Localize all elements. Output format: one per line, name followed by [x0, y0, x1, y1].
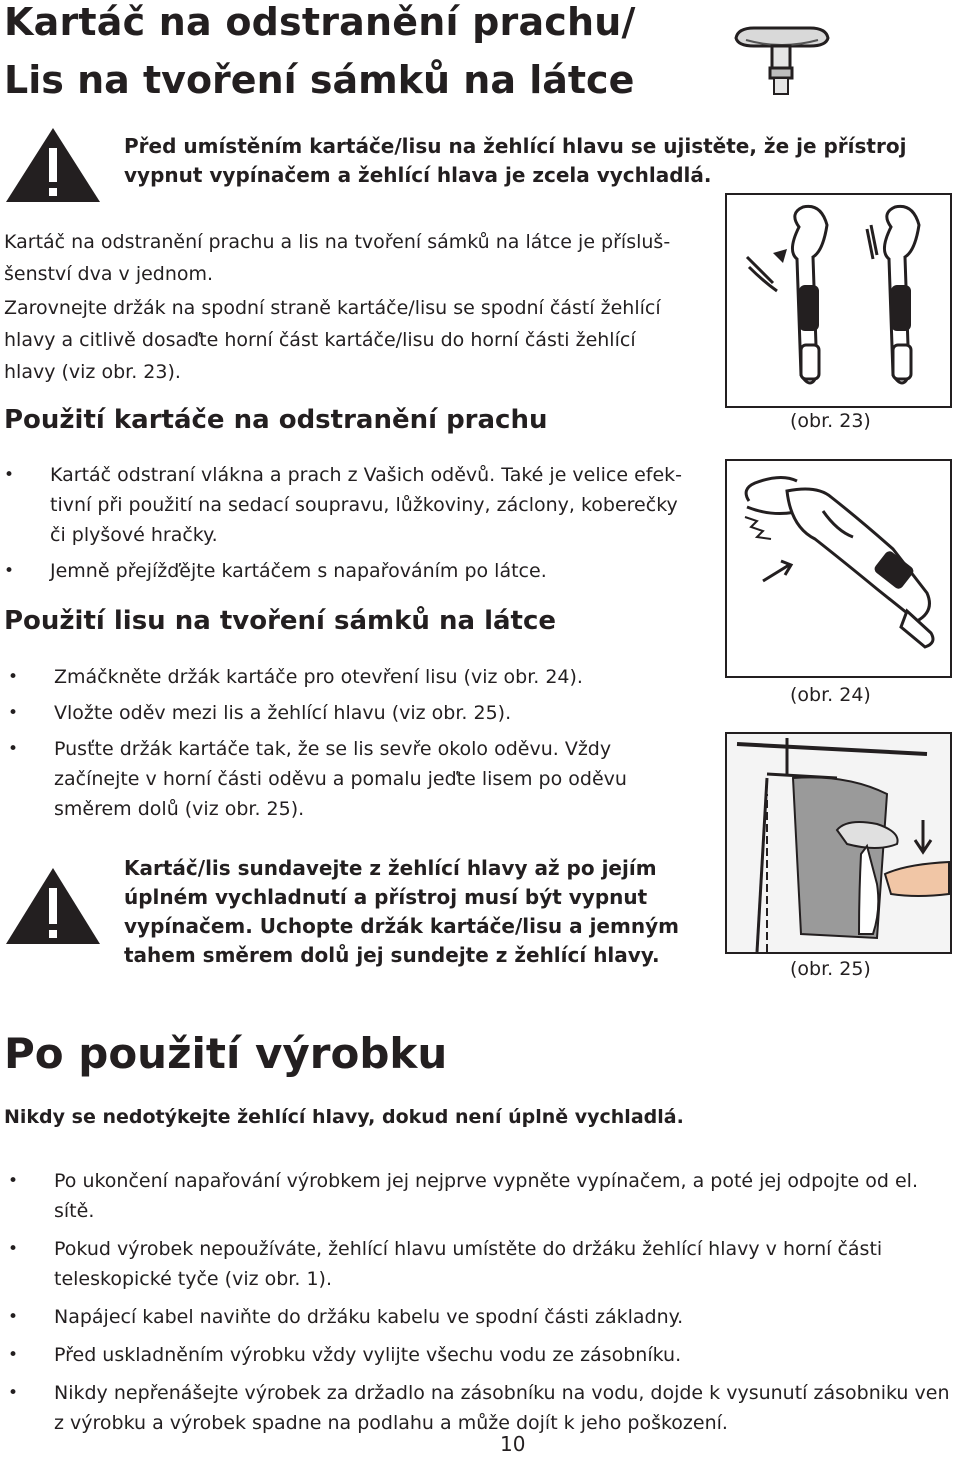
- press-usage-list: [54, 662, 627, 824]
- list-item: • Zmáčkněte držák kartáče pro otevření lisu (viz obr. 24).: [54, 662, 627, 692]
- list-item: • Před uskladněním výrobku vždy vylijte všechu vodu ze zásobníku.: [54, 1340, 954, 1370]
- warning-icon: [4, 126, 102, 204]
- intro-paragraph-1: Kartáč na odstranění prachu a lis na tvoření sámků na látce je přísluš- šenství dva v jednom.: [4, 231, 671, 285]
- steamer-head-illustration: [727, 195, 950, 406]
- after-use-warning: Nikdy se nedotýkejte žehlící hlavy, dokud není úplně vychladlá.: [4, 1106, 684, 1128]
- intro-paragraph-2: Zarovnejte držák na spodní straně kartáče/lisu se spodní částí žehlící hlavy a citlivě dosaďte horní část kartáče/lisu do horní části žehlící hlavy (viz obr. 23).: [4, 297, 661, 383]
- section-heading-after-use: Po použití výrobku: [4, 1029, 448, 1078]
- figure-24-caption: (obr. 24): [790, 684, 871, 706]
- figure-23-caption: (obr. 23): [790, 410, 871, 432]
- list-item: • Po ukončení napařování výrobkem jej nejprve vypněte vypínačem, a poté jej odpojte od el. sítě.: [54, 1166, 954, 1226]
- list-item: • Napájecí kabel naviňte do držáku kabelu ve spodní části základny.: [54, 1302, 954, 1332]
- brush-usage-list: [50, 460, 682, 586]
- list-item: • Jemně přejížďějte kartáčem s napařováním po látce.: [50, 556, 682, 586]
- page-title-line1: Kartáč na odstranění prachu/: [4, 0, 636, 44]
- page-title-line2: Lis na tvoření sámků na látce: [4, 58, 635, 102]
- warning-text-2: Kartáč/lis sundavejte z žehlící hlavy až po jejím úplném vychladnutí a přístroj musí být vypnut vypínačem. Uchopte držák kartáče/lisu a jemným tahem směrem dolů jej sundejte z žehlící hlavy.: [124, 856, 679, 967]
- list-item: • Nikdy nepřenášejte výrobek za držadlo na zásobníku na vodu, dojde k vysunutí zásobniku ven z výrobku a výrobek spadne na podlahu a může dojít k jeho poškození.: [54, 1378, 954, 1438]
- garment-press-illustration: [727, 734, 950, 952]
- list-item: • Vložte oděv mezi lis a žehlící hlavu (viz obr. 25).: [54, 698, 627, 728]
- warning-text-1: Před umístěním kartáče/lisu na žehlící hlavu se ujistěte, že je přístroj vypnut vypínačem a žehlící hlava je zcela vychladlá.: [124, 134, 907, 187]
- press-opening-illustration: [727, 461, 950, 676]
- section-heading-press: Použití lisu na tvoření sámků na látce: [4, 606, 557, 636]
- figure-24: [725, 459, 952, 678]
- after-use-list: [54, 1166, 954, 1438]
- warning-icon: [4, 866, 102, 946]
- list-item: • Kartáč odstraní vlákna a prach z Vašich oděvů. Také je velice efek- tivní při použití na sedací soupravu, lůžkoviny, záclony, koberečky či plyšové hračky.: [50, 460, 682, 550]
- brush-accessory-illustration: [726, 20, 838, 100]
- list-item: • Pokud výrobek nepoužíváte, žehlící hlavu umístěte do držáku žehlící hlavy v horní části teleskopické tyče (viz obr. 1).: [54, 1234, 954, 1294]
- figure-25: [725, 732, 952, 954]
- figure-25-caption: (obr. 25): [790, 958, 871, 980]
- figure-23: [725, 193, 952, 408]
- list-item: • Pusťte držák kartáče tak, že se lis sevře okolo oděvu. Vždy začínejte v horní části oděvu a pomalu jeďte lisem po oděvu směrem dolů (viz obr. 25).: [54, 734, 627, 824]
- page-number: 10: [500, 1432, 526, 1456]
- section-heading-brush: Použití kartáče na odstranění prachu: [4, 405, 548, 435]
